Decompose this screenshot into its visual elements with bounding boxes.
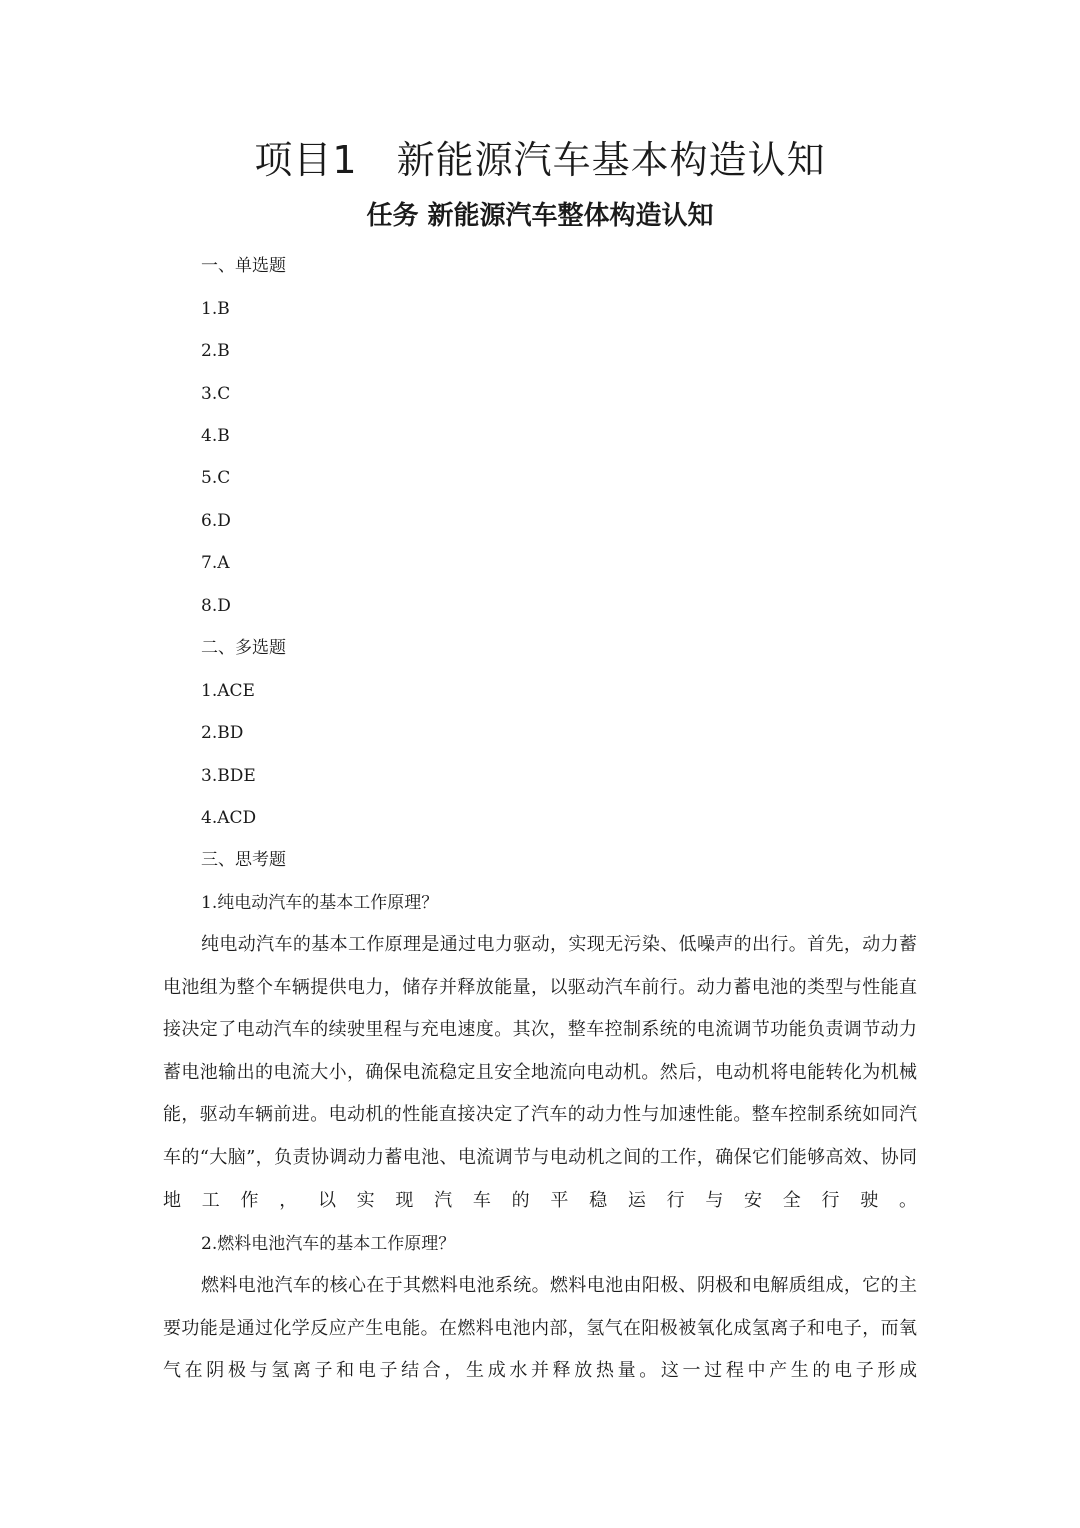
single-choice-answer: 6.D — [201, 511, 231, 531]
section-heading-multiple-choice: 二、多选题 — [201, 638, 286, 658]
single-choice-answer: 5.C — [201, 468, 231, 488]
single-choice-answer: 2.B — [201, 341, 230, 361]
thinking-question: 2.燃料电池汽车的基本工作原理？ — [201, 1234, 456, 1254]
single-choice-answer: 8.D — [201, 596, 231, 616]
thinking-question: 1.纯电动汽车的基本工作原理？ — [201, 893, 439, 913]
page-subtitle: 任务 新能源汽车整体构造认知 — [366, 201, 714, 231]
single-choice-answer: 3.C — [201, 384, 231, 404]
page-title: 项目1 新能源汽车基本构造认知 — [254, 138, 826, 182]
thinking-answer-paragraph: 燃料电池汽车的核心在于其燃料电池系统。燃料电池由阳极、阴极和电解质组成，它的主要功能是通过化学反应产生电能。在燃料电池内部，氢气在阳极被氧化成氢离子和电子，而氧气在阴极与氢离子和电子结合，生成水并释放热量。这一过程中产生的电子形成 — [163, 1275, 917, 1382]
multiple-choice-answer: 2.BD — [201, 723, 244, 743]
single-choice-answer: 4.B — [201, 426, 230, 446]
thinking-answer-paragraph: 纯电动汽车的基本工作原理是通过电力驱动，实现无污染、低噪声的出行。首先，动力蓄电池组为整个车辆提供电力，储存并释放能量，以驱动汽车前行。动力蓄电池的类型与性能直接决定了电动汽车的续驶里程与充电速度。其次，整车控制系统的电流调节功能负责调节动力蓄电池输出的电流大小，确保电流稳定且安全地流向电动机。然后，电动机将电能转化为机械能，驱动车辆前进。电动机的性能直接决定了汽车的动力性与加速性能。整车控制系统如同汽车的“大脑”，负责协调动力蓄电池、电流调节与电动机之间的工作，确保它们能够高效、协同地工作，以实现汽车的平稳运行与安全行驶。 — [163, 934, 917, 1211]
single-choice-answer: 7.A — [201, 553, 230, 573]
multiple-choice-answer: 1.ACE — [201, 681, 255, 701]
multiple-choice-answer: 3.BDE — [201, 766, 256, 786]
multiple-choice-answer: 4.ACD — [201, 808, 257, 828]
single-choice-answer: 1.B — [201, 299, 230, 319]
section-heading-thinking: 三、思考题 — [201, 850, 286, 870]
section-heading-single-choice: 一、单选题 — [201, 256, 286, 276]
